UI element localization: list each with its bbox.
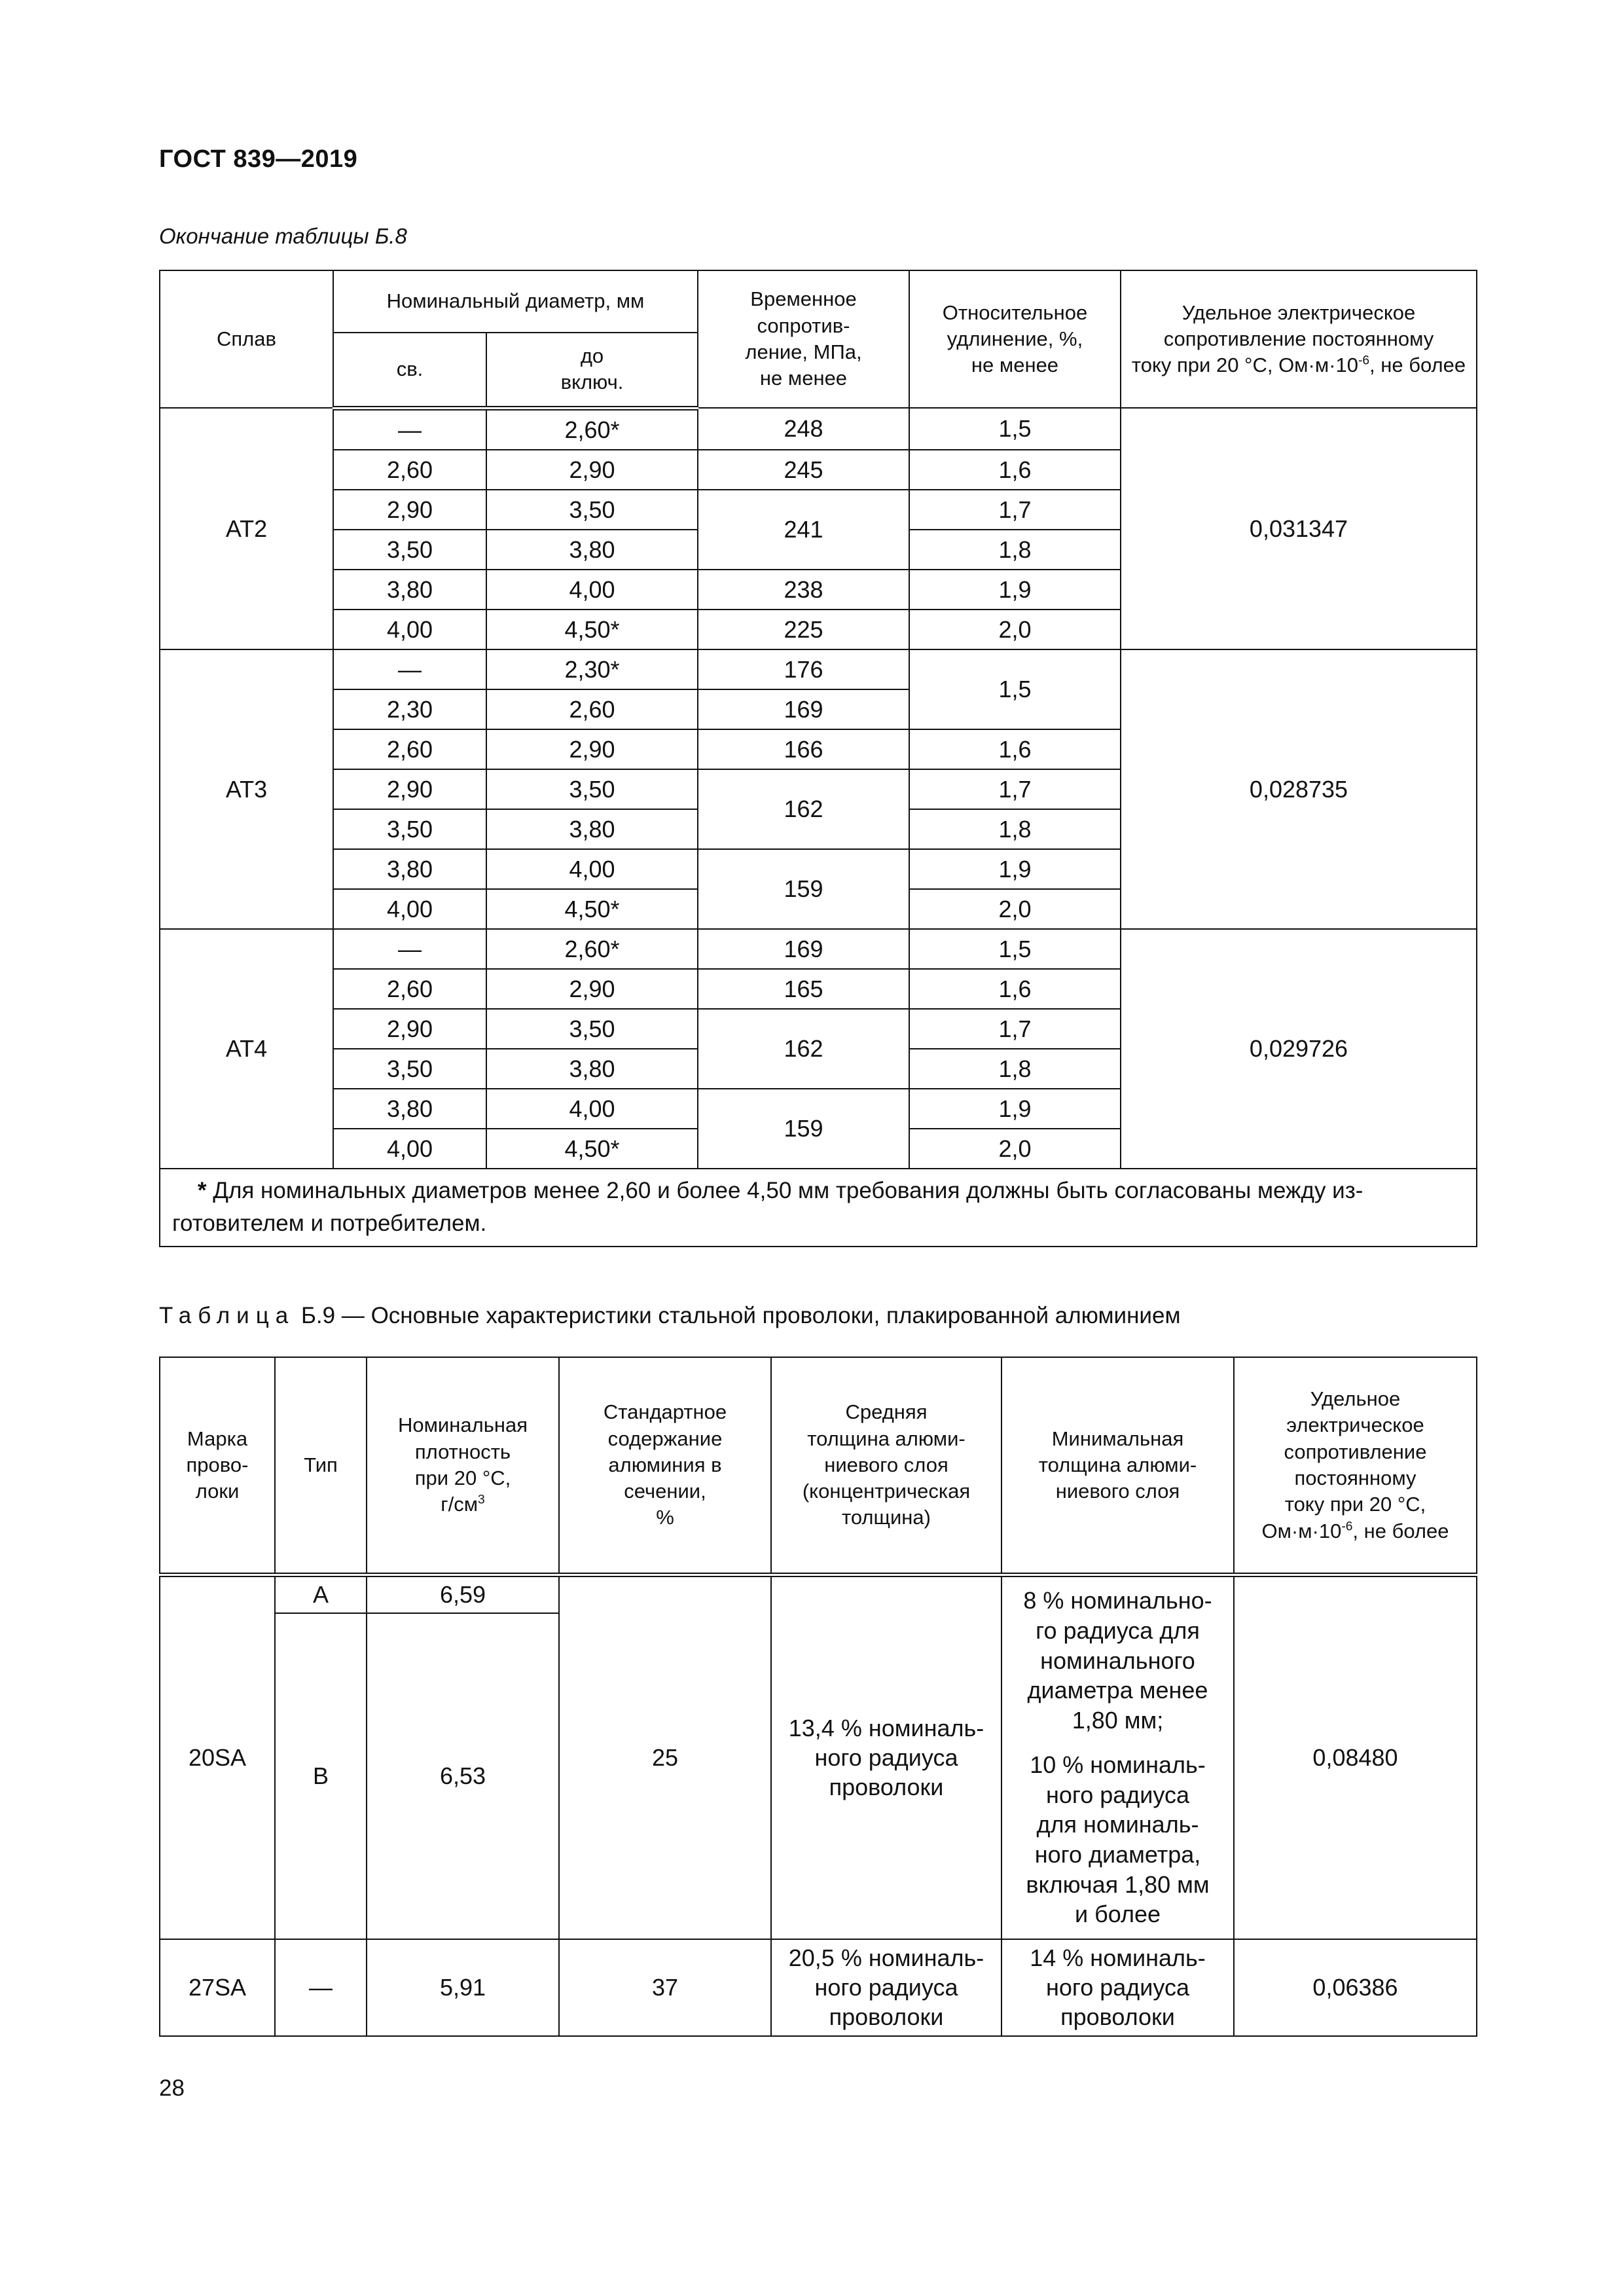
cell-strength: 162 (698, 769, 909, 849)
table-b8 (159, 270, 1477, 1247)
cell-from: 3,80 (333, 849, 486, 889)
cell-to: 2,90 (486, 450, 698, 490)
cell-to: 3,50 (486, 1009, 698, 1049)
cell-to: 3,80 (486, 530, 698, 570)
cell-to: 2,90 (486, 969, 698, 1009)
cell-to: 3,80 (486, 809, 698, 849)
header-grade: Марка прово- локи (160, 1357, 275, 1575)
cell-strength: 169 (698, 929, 909, 969)
cell-to: 4,00 (486, 570, 698, 610)
cell-from: 4,00 (333, 610, 486, 649)
cell-elongation: 1,7 (909, 769, 1121, 809)
cell-aluminium-content: 37 (559, 1939, 771, 2036)
cell-to: 4,50* (486, 889, 698, 929)
cell-strength: 225 (698, 610, 909, 649)
alloy-cell: AT3 (160, 649, 333, 929)
cell-grade: 20SA (160, 1575, 275, 1939)
cell-elongation: 2,0 (909, 1129, 1121, 1169)
cell-density: 6,59 (367, 1575, 559, 1613)
cell-from: — (333, 408, 486, 450)
cell-elongation: 1,7 (909, 490, 1121, 530)
cell-elongation: 1,6 (909, 969, 1121, 1009)
cell-density: 6,53 (367, 1613, 559, 1939)
cell-elongation: 1,8 (909, 809, 1121, 849)
table-row (160, 1575, 1477, 1613)
header-strength: Временное сопротив- ление, МПа, не менее (698, 270, 909, 408)
cell-from: 2,60 (333, 969, 486, 1009)
cell-strength: 162 (698, 1009, 909, 1089)
table-footnote: * Для номинальных диаметров менее 2,60 и более 4,50 мм требования должны быть согласованы между из- готовителем и потребителем. (160, 1169, 1477, 1247)
cell-to: 4,00 (486, 1089, 698, 1129)
cell-type: A (275, 1575, 367, 1613)
cell-resistivity: 0,031347 (1121, 408, 1477, 649)
table-continuation-label: Окончание таблицы Б.8 (159, 224, 407, 248)
cell-avg-thickness: 20,5 % номиналь- ного радиуса проволоки (771, 1939, 1001, 2036)
cell-strength: 245 (698, 450, 909, 490)
footnote-row (160, 1169, 1477, 1247)
header-density: Номинальная плотность при 20 °С, $г/см^3$ (367, 1357, 559, 1575)
cell-to: 2,90 (486, 729, 698, 769)
header-elongation: Относительное удлинение, %, не менее (909, 270, 1121, 408)
table-row (160, 1939, 1477, 2036)
cell-from: 2,90 (333, 769, 486, 809)
cell-elongation: 1,7 (909, 1009, 1121, 1049)
cell-aluminium-content: 25 (559, 1575, 771, 1939)
cell-to: 3,50 (486, 490, 698, 530)
cell-from: 3,80 (333, 1089, 486, 1129)
cell-to: 4,50* (486, 1129, 698, 1169)
cell-to: 2,60* (486, 929, 698, 969)
cell-to: 3,80 (486, 1049, 698, 1089)
cell-from: 3,80 (333, 570, 486, 610)
cell-resistivity: 0,06386 (1234, 1939, 1477, 2036)
alloy-cell: AT2 (160, 408, 333, 649)
cell-elongation: 1,5 (909, 929, 1121, 969)
cell-elongation: 1,6 (909, 729, 1121, 769)
cell-strength: 241 (698, 490, 909, 570)
table-row (160, 649, 1477, 689)
header-resistivity: Удельное электрическое сопротивление постоянному току при 20 °С, $Ом\cdot м\cdot 10^{-6}$, не более (1121, 270, 1477, 408)
cell-resistivity: 0,08480 (1234, 1575, 1477, 1939)
cell-to: 2,60 (486, 689, 698, 729)
table-b9 (159, 1357, 1477, 2037)
cell-from: 3,50 (333, 1049, 486, 1089)
cell-from: 4,00 (333, 1129, 486, 1169)
cell-elongation: 1,6 (909, 450, 1121, 490)
cell-avg-thickness: 13,4 % номиналь- ного радиуса проволоки (771, 1575, 1001, 1939)
cell-strength: 248 (698, 408, 909, 450)
cell-strength: 176 (698, 649, 909, 689)
cell-elongation: 1,8 (909, 1049, 1121, 1089)
cell-elongation: 1,9 (909, 570, 1121, 610)
cell-type: B (275, 1613, 367, 1939)
cell-from: 2,90 (333, 1009, 486, 1049)
cell-to: 4,00 (486, 849, 698, 889)
header-aluminium-content: Стандартное содержание алюминия в сечении, % (559, 1357, 771, 1575)
header-from: св. (333, 333, 486, 408)
table-b9-caption: Таблица Б.9 — Основные характеристики стальной проволоки, плакированной алюминием (159, 1303, 1181, 1328)
cell-from: 4,00 (333, 889, 486, 929)
cell-resistivity: 0,028735 (1121, 649, 1477, 929)
cell-to: 4,50* (486, 610, 698, 649)
cell-min-thickness: 8 % номинально- го радиуса для номинального диаметра менее 1,80 мм; 10 % номиналь- ного радиуса для номиналь- ного диаметра, включая 1,80 мм и более (1001, 1575, 1234, 1939)
cell-elongation: 1,9 (909, 849, 1121, 889)
document-header: ГОСТ 839—2019 (159, 145, 358, 173)
header-alloy: Сплав (160, 270, 333, 408)
cell-min-thickness: 14 % номиналь- ного радиуса проволоки (1001, 1939, 1234, 2036)
cell-elongation: 1,5 (909, 408, 1121, 450)
cell-elongation: 2,0 (909, 889, 1121, 929)
cell-to: 3,50 (486, 769, 698, 809)
cell-from: — (333, 929, 486, 969)
cell-to: 2,30* (486, 649, 698, 689)
cell-density: 5,91 (367, 1939, 559, 2036)
header-avg-thickness: Средняя толщина алюми- ниевого слоя (концентрическая толщина) (771, 1357, 1001, 1575)
header-to: до включ. (486, 333, 698, 408)
alloy-cell: AT4 (160, 929, 333, 1169)
table-row (160, 929, 1477, 969)
cell-elongation: 1,8 (909, 530, 1121, 570)
cell-strength: 165 (698, 969, 909, 1009)
cell-from: 2,60 (333, 729, 486, 769)
cell-to: 2,60* (486, 408, 698, 450)
page-number: 28 (159, 2075, 185, 2101)
cell-from: 3,50 (333, 809, 486, 849)
cell-resistivity: 0,029726 (1121, 929, 1477, 1169)
table-row (160, 408, 1477, 450)
cell-from: — (333, 649, 486, 689)
cell-strength: 238 (698, 570, 909, 610)
cell-from: 2,30 (333, 689, 486, 729)
header-min-thickness: Минимальная толщина алюми- ниевого слоя (1001, 1357, 1234, 1575)
cell-from: 3,50 (333, 530, 486, 570)
header-resistivity: Удельное электрическое сопротивление постоянному току при 20 °С, $Ом\cdot м\cdot 10^{-6}$, не более (1234, 1357, 1477, 1575)
cell-from: 2,60 (333, 450, 486, 490)
cell-grade: 27SA (160, 1939, 275, 2036)
cell-type: — (275, 1939, 367, 2036)
cell-strength: 166 (698, 729, 909, 769)
cell-from: 2,90 (333, 490, 486, 530)
cell-strength: 159 (698, 849, 909, 929)
header-type: Тип (275, 1357, 367, 1575)
cell-elongation: 1,9 (909, 1089, 1121, 1129)
cell-strength: 159 (698, 1089, 909, 1169)
cell-elongation: 2,0 (909, 610, 1121, 649)
header-nominal-diameter: Номинальный диаметр, мм (333, 270, 698, 333)
cell-strength: 169 (698, 689, 909, 729)
cell-elongation: 1,5 (909, 649, 1121, 729)
